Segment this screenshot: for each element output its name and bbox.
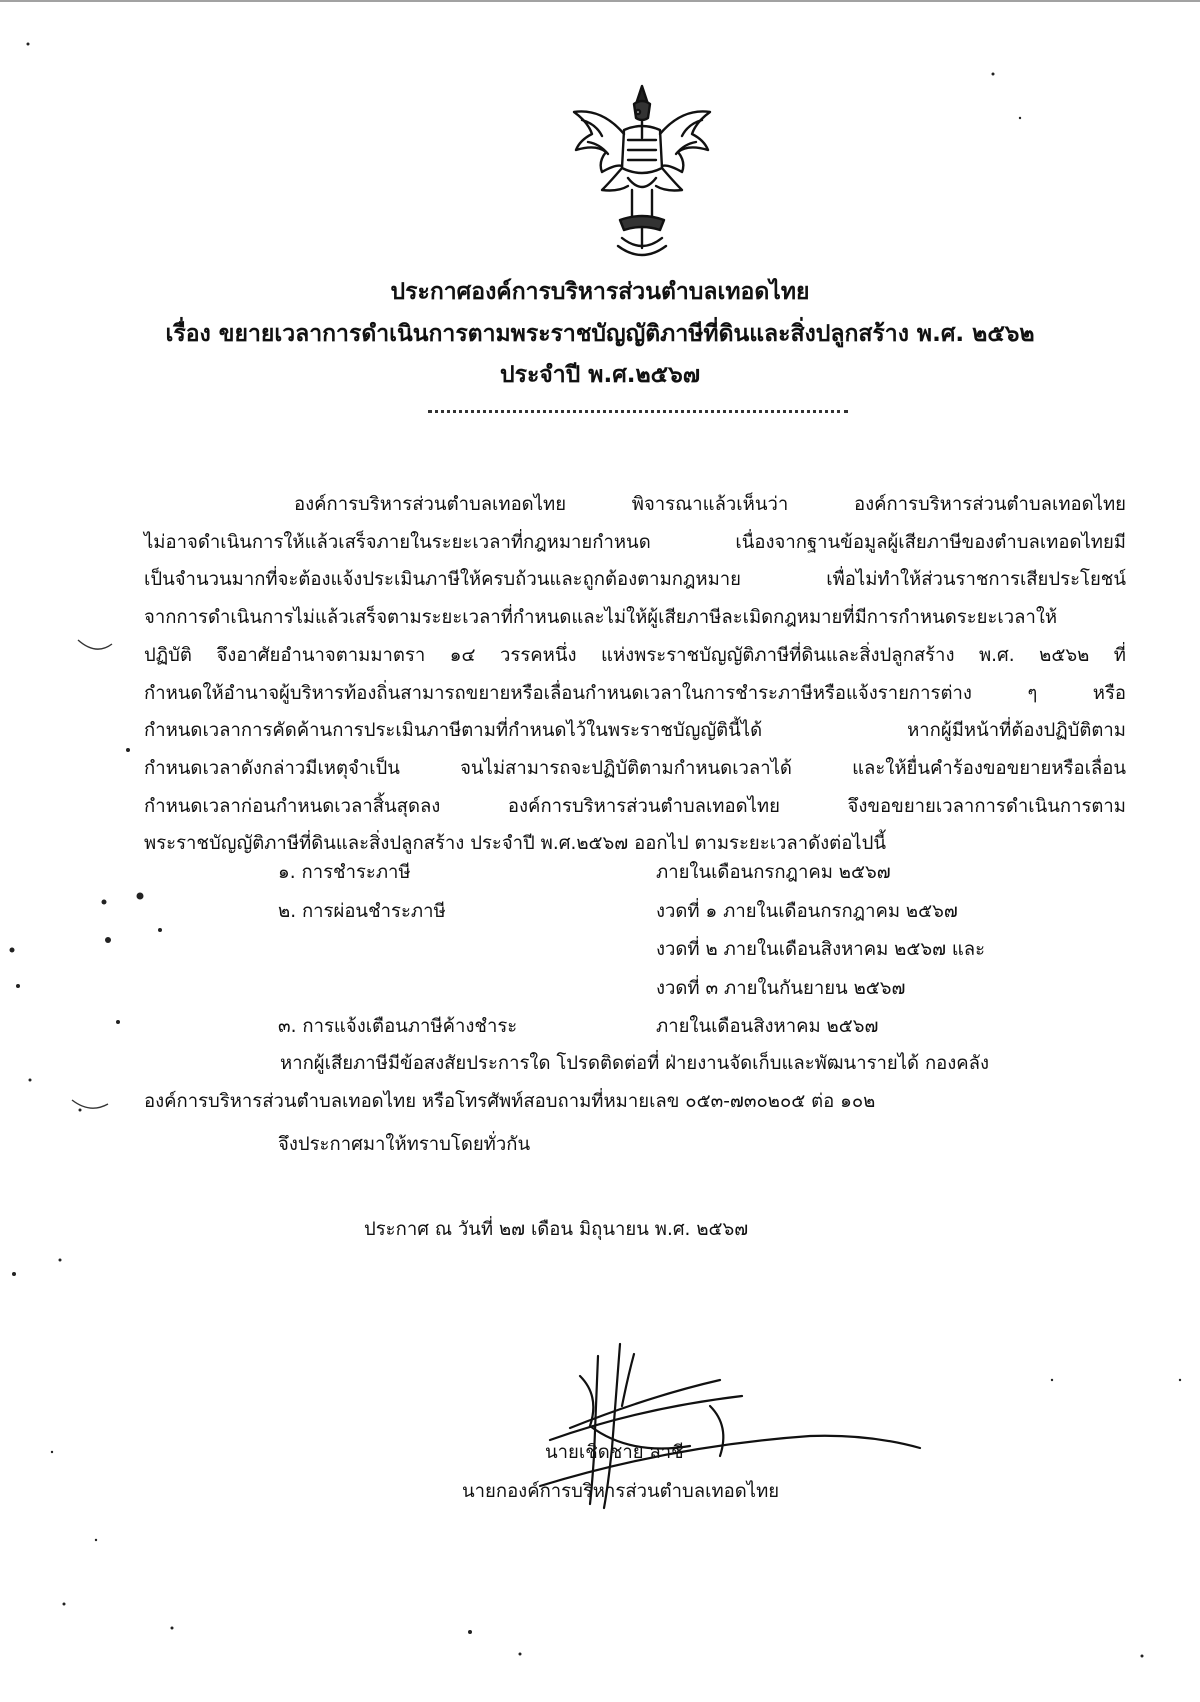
paragraph-line: องค์การบริหารส่วนตำบลเทอดไทย พิจารณาแล้วเห็นว่า องค์การบริหารส่วนตำบลเทอดไทย (294, 494, 1126, 515)
signer-title: นายกองค์การบริหารส่วนตำบลเทอดไทย (462, 1481, 780, 1502)
schedule-value: งวดที่ ๓ ภายในกันยายน ๒๕๖๗ (656, 977, 906, 999)
schedule-value: ภายในเดือนกรกฎาคม ๒๕๖๗ (656, 862, 891, 883)
paragraph-line: กำหนดให้อำนาจผู้บริหารท้องถิ่นสามารถขยายหรือเลื่อนกำหนดเวลาในการชำระภาษีหรือแจ้งรายการต่าง ๆ หรือ (144, 682, 1126, 704)
paragraph-line: กำหนดเวลาดังกล่าวมีเหตุจำเป็น จนไม่สามารถจะปฏิบัติตามกำหนดเวลาได้ และให้ยื่นคำร้องขอขยายหรือเลื่อน (144, 757, 1126, 779)
paragraph-line: องค์การบริหารส่วนตำบลเทอดไทย หรือโทรศัพท์สอบถามที่หมายเลข ๐๕๓-๗๓๐๒๐๕ ต่อ ๑๐๒ (144, 1090, 876, 1112)
paragraph-line: กำหนดเวลาก่อนกำหนดเวลาสิ้นสุดลง องค์การบริหารส่วนตำบลเทอดไทย จึงขอขยายเวลาการดำเนินการตาม (144, 795, 1126, 817)
paragraph-line: จากการดำเนินการไม่แล้วเสร็จตามระยะเวลาที่กำหนดและไม่ให้ผู้เสียภาษีละเมิดกฎหมายที่มีการกำหนดระยะเวลาให้ (144, 607, 1058, 629)
closing-statement: จึงประกาศมาให้ทราบโดยทั่วกัน (278, 1134, 531, 1155)
contact-paragraph (144, 1045, 1126, 1120)
dotted-divider (428, 410, 848, 413)
schedule-label: ๑. การชำระภาษี (278, 862, 411, 883)
paragraph-line: พระราชบัญญัติภาษีที่ดินและสิ่งปลูกสร้าง ประจำปี พ.ศ.๒๕๖๗ ออกไป ตามระยะเวลาดังต่อไปนี้ (144, 833, 886, 855)
scan-edge (0, 0, 1200, 2)
schedule-value: ภายในเดือนสิงหาคม ๒๕๖๗ (656, 1016, 879, 1037)
paragraph-line: หากผู้เสียภาษีมีข้อสงสัยประการใด โปรดติดต่อที่ ฝ่ายงานจัดเก็บและพัฒนารายได้ กองคลัง (280, 1053, 990, 1074)
schedule-label: ๒. การผ่อนชำระภาษี (278, 900, 446, 922)
announcement-subject: เรื่อง ขยายเวลาการดำเนินการตามพระราชบัญญัติภาษีที่ดินและสิ่งปลูกสร้าง พ.ศ. ๒๕๖๒ (165, 321, 1035, 347)
main-paragraph (144, 486, 1126, 863)
paragraph-line: เป็นจำนวนมากที่จะต้องแจ้งประเมินภาษีให้ครบถ้วนและถูกต้องตามกฎหมาย เพื่อไม่ทำให้ส่วนราชการเสียประโยชน์ (144, 569, 1126, 591)
paragraph-line: กำหนดเวลาการคัดค้านการประเมินภาษีตามที่กำหนดไว้ในพระราชบัญญัตินี้ได้ หากผู้มีหน้าที่ต้องปฏิบัติตาม (144, 720, 1126, 742)
garuda-emblem-icon (562, 78, 722, 263)
schedule-value: งวดที่ ๑ ภายในเดือนกรกฎาคม ๒๕๖๗ (656, 900, 958, 922)
announcement-date: ประกาศ ณ วันที่ ๒๗ เดือน มิถุนายน พ.ศ. ๒๕๖๗ (364, 1219, 749, 1240)
signer-name: นายเชิดชาย ลาชี (545, 1442, 684, 1463)
announcement-title: ประกาศองค์การบริหารส่วนตำบลเทอดไทย (390, 279, 810, 305)
announcement-year: ประจำปี พ.ศ.๒๕๖๗ (499, 362, 700, 388)
paragraph-line: ไม่อาจดำเนินการให้แล้วเสร็จภายในระยะเวลาที่กฎหมายกำหนด เนื่องจากฐานข้อมูลผู้เสียภาษีของตำบลเทอดไทยมี (144, 531, 1126, 553)
schedule-value: งวดที่ ๒ ภายในเดือนสิงหาคม ๒๕๖๗ และ (656, 939, 986, 960)
paragraph-line: ปฏิบัติ จึงอาศัยอำนาจตามมาตรา ๑๔ วรรคหนึ่ง แห่งพระราชบัญญัติภาษีที่ดินและสิ่งปลูกสร้าง พ.ศ. ๒๕๖๒ ที่ (144, 644, 1126, 666)
schedule-label: ๓. การแจ้งเตือนภาษีค้างชำระ (278, 1016, 518, 1037)
